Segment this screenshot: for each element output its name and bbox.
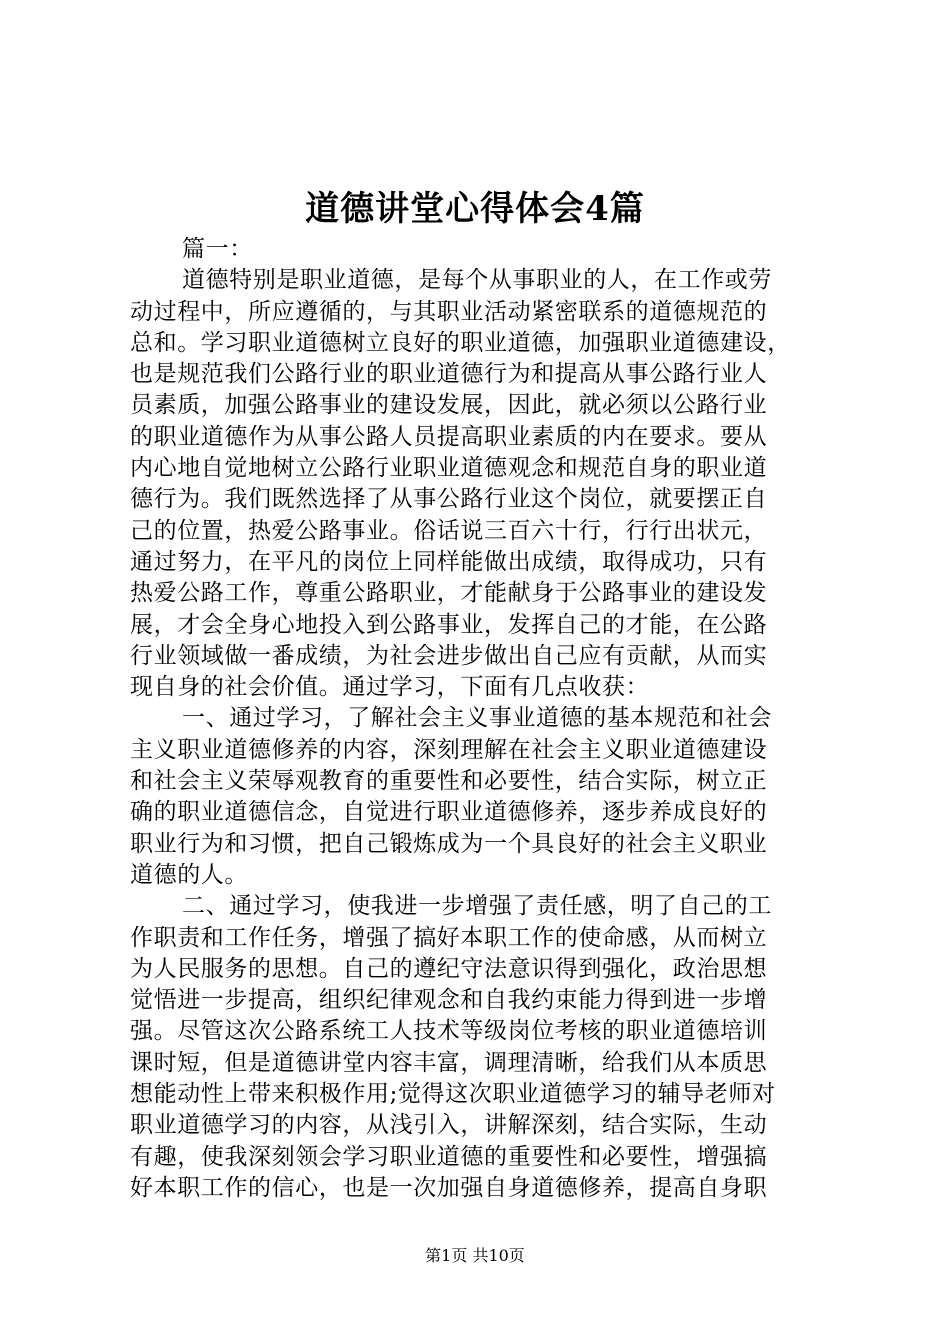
text-line: 总和。学习职业道德树立良好的职业道德，加强职业道德建设， (130, 329, 791, 356)
text-line: 职业道德学习的内容，从浅引入，讲解深刻，结合实际，生动 (130, 1112, 768, 1139)
page-footer: 第1页 共10页 (425, 1246, 525, 1265)
text-line: 行业领域做一番成绩，为社会进步做出自己应有贡献，从而实 (130, 642, 768, 669)
text-line: 为人民服务的思想。自己的遵纪守法意识得到强化，政治思想 (130, 955, 768, 982)
text-line: 职业行为和习惯，把自己锻炼成为一个具良好的社会主义职业 (130, 830, 768, 857)
text-line: 道德的人。 (130, 861, 248, 888)
text-line: 和社会主义荣辱观教育的重要性和必要性，结合实际，树立正 (130, 768, 768, 795)
text-line: 二、通过学习，使我进一步增强了责任感，明了自己的工 (182, 893, 772, 920)
text-line: 篇一： (182, 236, 253, 262)
text-line: 己的位置，热爱公路事业。俗话说三百六十行，行行出状元， (130, 517, 768, 544)
text-line: 作职责和工作任务，增强了搞好本职工作的使命感，从而树立 (130, 924, 768, 951)
text-line: 课时短，但是道德讲堂内容丰富，调理清晰，给我们从本质思 (130, 1049, 768, 1076)
document-body (130, 234, 832, 1204)
text-line: 通过努力，在平凡的岗位上同样能做出成绩，取得成功，只有 (130, 548, 768, 575)
text-line: 道德特别是职业道德，是每个从事职业的人，在工作或劳 (182, 267, 772, 294)
text-line: 也是规范我们公路行业的职业道德行为和提高从事公路行业人 (130, 361, 768, 388)
text-line: 强。尽管这次公路系统工人技术等级岗位考核的职业道德培训 (130, 1018, 768, 1045)
text-line: 现自身的社会价值。通过学习，下面有几点收获： (130, 674, 650, 701)
text-line: 动过程中，所应遵循的，与其职业活动紧密联系的道德规范的 (130, 298, 768, 325)
text-line: 觉悟进一步提高，组织纪律观念和自我约束能力得到进一步增 (130, 987, 768, 1014)
text-line: 德行为。我们既然选择了从事公路行业这个岗位，就要摆正自 (130, 486, 768, 513)
text-line: 好本职工作的信心，也是一次加强自身道德修养，提高自身职 (130, 1174, 768, 1201)
text-line: 一、通过学习，了解社会主义事业道德的基本规范和社会 (182, 705, 772, 732)
text-line: 主义职业道德修养的内容，深刻理解在社会主义职业道德建设 (130, 736, 768, 763)
text-line: 确的职业道德信念，自觉进行职业道德修养，逐步养成良好的 (130, 799, 768, 826)
text-line: 展，才会全身心地投入到公路事业，发挥自己的才能，在公路 (130, 611, 768, 638)
text-line: 的职业道德作为从事公路人员提高职业素质的内在要求。要从 (130, 423, 768, 450)
text-line: 想能动性上带来积极作用;觉得这次职业道德学习的辅导老师对 (130, 1081, 776, 1108)
text-line: 热爱公路工作，尊重公路职业，才能献身于公路事业的建设发 (130, 580, 768, 607)
text-line: 内心地自觉地树立公路行业职业道德观念和规范自身的职业道 (130, 455, 768, 482)
text-line: 有趣，使我深刻领会学习职业道德的重要性和必要性，增强搞 (130, 1143, 768, 1170)
document-title: 道德讲堂心得体会4篇 (305, 189, 645, 229)
text-line: 员素质，加强公路事业的建设发展，因此，就必须以公路行业 (130, 392, 768, 419)
